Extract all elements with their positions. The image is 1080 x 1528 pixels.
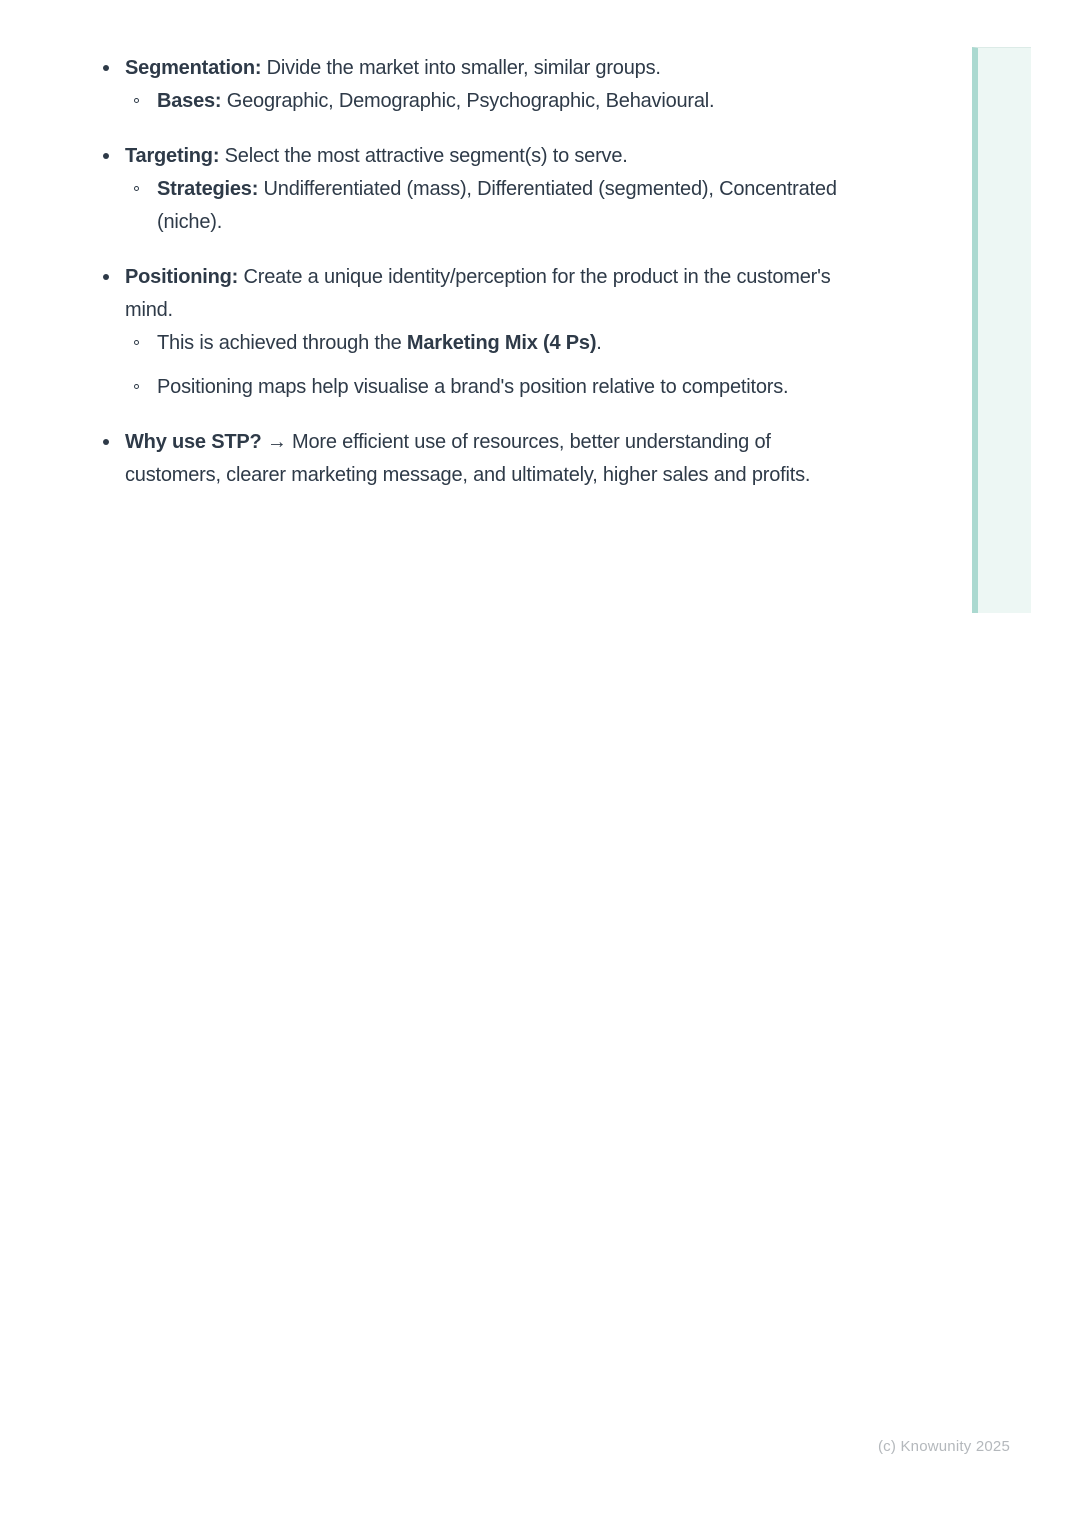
notes-body [125,52,840,492]
circle-bullet-icon [134,384,139,389]
term-definition: Divide the market into smaller, similar groups. [261,57,661,79]
bullet-item-targeting [125,140,840,239]
term-label: Segmentation: [125,57,262,79]
circle-bullet-icon [134,186,139,191]
bullet-icon [103,439,109,445]
highlight-bar [972,47,1031,613]
bullet-item-why-use-stp [125,426,840,492]
sub-bullet-marketing-mix [157,327,840,360]
sub-text: . [596,332,602,354]
term-label: Targeting: [125,145,220,167]
bullet-item-positioning [125,261,840,404]
bullet-icon [103,153,109,159]
term-label: Positioning: [125,266,239,288]
bullet-icon [103,65,109,71]
sub-text: This is achieved through the [157,332,407,354]
term-definition: Create a unique identity/perception for the product in the customer's mind. [125,266,831,321]
bullet-item-segmentation [125,52,840,118]
circle-bullet-icon [134,98,139,103]
sub-bullet-bases [157,85,840,118]
bullet-icon [103,274,109,280]
sub-text: Positioning maps help visualise a brand's position relative to competitors. [157,376,789,398]
term-label: Marketing Mix (4 Ps) [406,332,597,354]
term-definition: Geographic, Demographic, Psychographic, Behavioural. [221,90,715,112]
term-label: Bases: [157,90,222,112]
sub-bullet-list [125,327,840,404]
circle-bullet-icon [134,340,139,345]
sub-bullet-positioning-maps [157,371,840,404]
sub-bullet-strategies [157,173,840,239]
term-label: Why use STP? [125,431,262,453]
term-definition: → More efficient use of resources, better understanding of customers, clearer marketing message, and ultimately, higher sales and profits. [125,431,811,486]
footer-copyright: (c) Knowunity 2025 [877,1438,1010,1455]
term-definition: Select the most attractive segment(s) to serve. [219,145,628,167]
bullet-list [125,52,840,492]
term-definition: Undifferentiated (mass), Differentiated (segmented), Concentrated (niche). [157,178,837,233]
term-label: Strategies: [157,178,259,200]
sub-bullet-list [125,85,840,118]
sub-bullet-list [125,173,840,239]
